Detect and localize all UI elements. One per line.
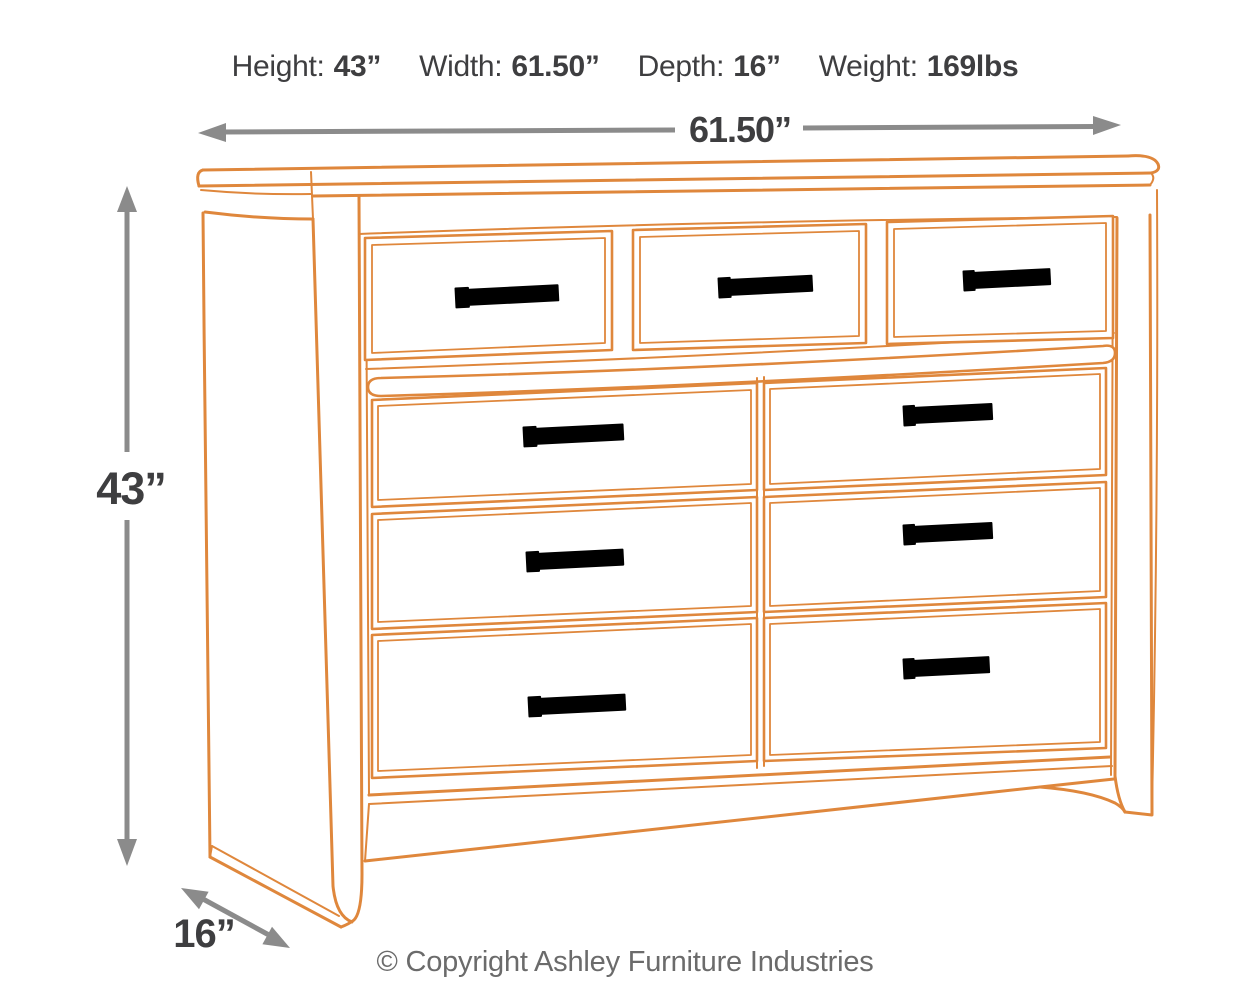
spec-weight-value: 169lbs xyxy=(926,50,1019,83)
drawer-right-1 xyxy=(764,368,1106,490)
spec-height-label: Height: xyxy=(231,50,325,83)
spec-weight-label: Weight: xyxy=(818,50,918,83)
dresser-line-art xyxy=(198,156,1159,927)
height-dimension-label: 43” xyxy=(96,463,166,514)
left-side-panel xyxy=(203,197,369,927)
spec-height-value: 43” xyxy=(333,50,382,83)
depth-dimension-label: 16” xyxy=(173,912,235,956)
drawer-right-3 xyxy=(764,603,1106,761)
copyright-text: © Copyright Ashley Furniture Industries xyxy=(376,946,874,978)
spec-width-value: 61.50” xyxy=(511,50,600,83)
dresser-top xyxy=(198,156,1159,219)
width-arrow xyxy=(198,116,1121,142)
spec-depth-value: 16” xyxy=(733,50,781,83)
spec-width-label: Width: xyxy=(419,50,503,83)
drawer-left-1 xyxy=(372,383,757,507)
width-dimension-label: 61.50” xyxy=(688,109,792,150)
spec-depth-label: Depth: xyxy=(637,50,725,83)
drawer-right-2 xyxy=(764,482,1106,612)
height-arrow xyxy=(117,186,137,866)
